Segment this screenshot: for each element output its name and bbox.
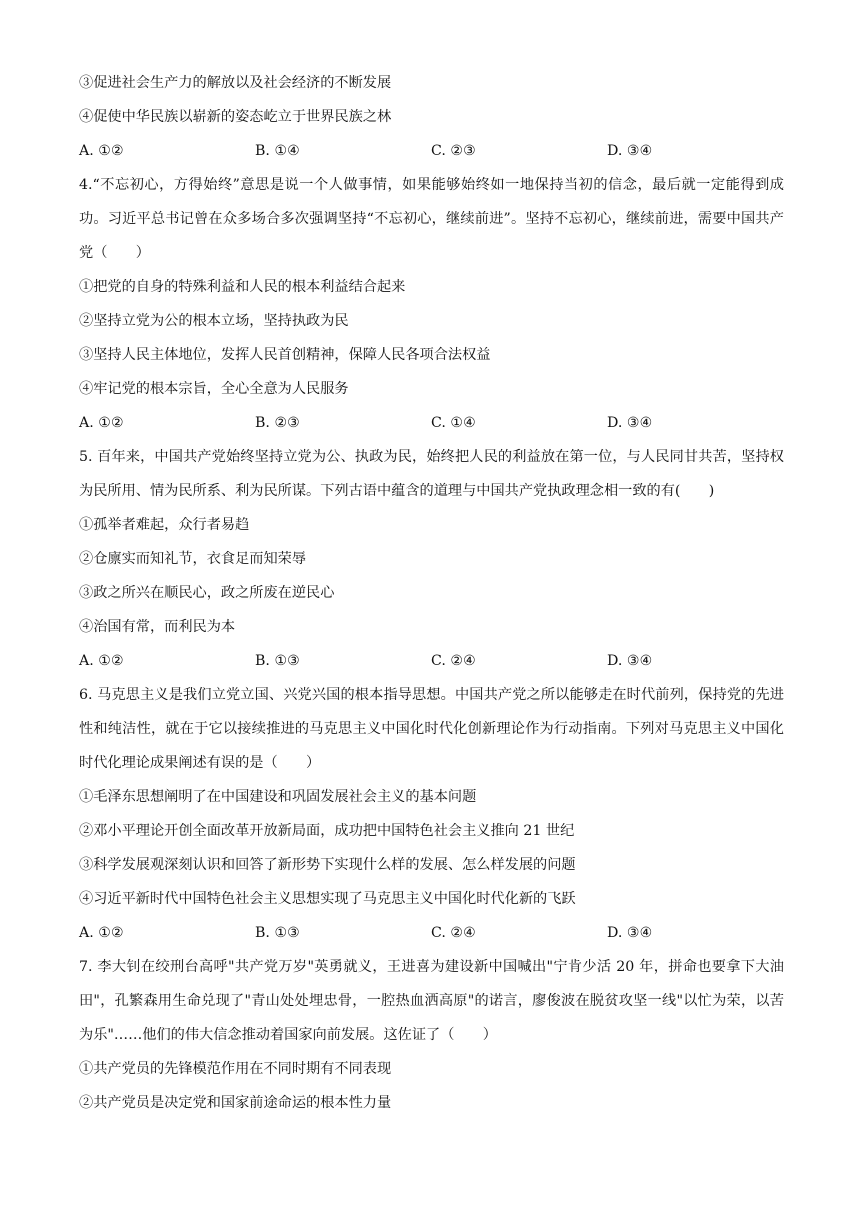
- q7-statement-2: ②共产党员是决定党和国家前途命运的根本性力量: [79, 1095, 392, 1111]
- q4-option-c: C. ①④: [431, 415, 476, 431]
- q6-statement-4: ④习近平新时代中国特色社会主义思想实现了马克思主义中国化时代化新的飞跃: [79, 891, 576, 907]
- q4-option-a: A. ①②: [79, 415, 124, 431]
- exam-page: [79, 66, 784, 1120]
- q5-option-a: A. ①②: [79, 653, 124, 669]
- q5-option-d: D. ③④: [607, 653, 653, 669]
- q3-option-a: A. ①②: [79, 143, 124, 159]
- q4-options: [79, 406, 784, 440]
- q3-options: [79, 134, 784, 168]
- q4-statement-3: ③坚持人民主体地位，发挥人民首创精神，保障人民各项合法权益: [79, 347, 491, 363]
- q6-option-a: A. ①②: [79, 925, 124, 941]
- q5-statement-3: ③政之所兴在顺民心，政之所废在逆民心: [79, 585, 335, 601]
- q5-option-c: C. ②④: [431, 653, 476, 669]
- q3-statement-3: ③促进社会生产力的解放以及社会经济的不断发展: [79, 75, 392, 91]
- q3-option-d: D. ③④: [607, 143, 653, 159]
- q5-statement-4: ④治国有常，而利民为本: [79, 619, 236, 635]
- q4-option-d: D. ③④: [607, 415, 653, 431]
- q6-statement-1: ①毛泽东思想阐明了在中国建设和巩固发展社会主义的基本问题: [79, 789, 477, 805]
- q6-statement-3: ③科学发展观深刻认识和回答了新形势下实现什么样的发展、怎么样发展的问题: [79, 857, 576, 873]
- q5-statement-2: ②仓廪实而知礼节，衣食足而知荣辱: [79, 551, 307, 567]
- q5-option-b: B. ①③: [255, 653, 300, 669]
- q3-option-c: C. ②③: [431, 143, 476, 159]
- q6-options: [79, 916, 784, 950]
- q4-statement-1: ①把党的自身的特殊利益和人民的根本利益结合起来: [79, 279, 406, 295]
- q3-option-b: B. ①④: [255, 143, 300, 159]
- q5-statement-1: ①孤举者难起，众行者易趋: [79, 517, 250, 533]
- q5-options: [79, 644, 784, 678]
- q4-statement-2: ②坚持立党为公的根本立场，坚持执政为民: [79, 313, 349, 329]
- q4-statement-4: ④牢记党的根本宗旨，全心全意为人民服务: [79, 381, 349, 397]
- q4-stem: 4.“不忘初心，方得始终”意思是说一个人做事情，如果能够始终如一地保持当初的信念，最后就一定能得到成功。习近平总书记曾在众多场合多次强调坚持“不忘初心，继续前进”。坚持不忘初心，继续前进，需要中国共产党（ ）: [79, 177, 784, 261]
- q7-stem: 7. 李大钊在绞刑台高呼"共产党万岁"英勇就义，王进喜为建设新中国喊出"宁肯少活 20 年，拼命也要拿下大油田"，孔繁森用生命兑现了"青山处处埋忠骨，一腔热血洒高原"的诺言，廖俊波在脱贫攻坚一线"以忙为荣，以苦为乐"……他们的伟大信念推动着国家向前发展。这佐证了（ ）: [79, 959, 784, 1043]
- q6-option-b: B. ①③: [255, 925, 300, 941]
- q6-option-c: C. ②④: [431, 925, 476, 941]
- q4-option-b: B. ②③: [255, 415, 300, 431]
- q6-stem: 6. 马克思主义是我们立党立国、兴党兴国的根本指导思想。中国共产党之所以能够走在时代前列，保持党的先进性和纯洁性，就在于它以接续推进的马克思主义中国化时代化创新理论作为行动指南。下列对马克思主义中国化时代化理论成果阐述有误的是（ ）: [79, 687, 784, 771]
- q3-statement-4: ④促使中华民族以崭新的姿态屹立于世界民族之林: [79, 109, 392, 125]
- q6-statement-2: ②邓小平理论开创全面改革开放新局面，成功把中国特色社会主义推向 21 世纪: [79, 823, 575, 839]
- q6-option-d: D. ③④: [607, 925, 653, 941]
- q5-stem: 5. 百年来，中国共产党始终坚持立党为公、执政为民，始终把人民的利益放在第一位，与人民同甘共苦，坚持权为民所用、情为民所系、利为民所谋。下列古语中蕴含的道理与中国共产党执政理念相一致的有( ): [79, 449, 784, 499]
- q7-statement-1: ①共产党员的先锋模范作用在不同时期有不同表现: [79, 1061, 392, 1077]
